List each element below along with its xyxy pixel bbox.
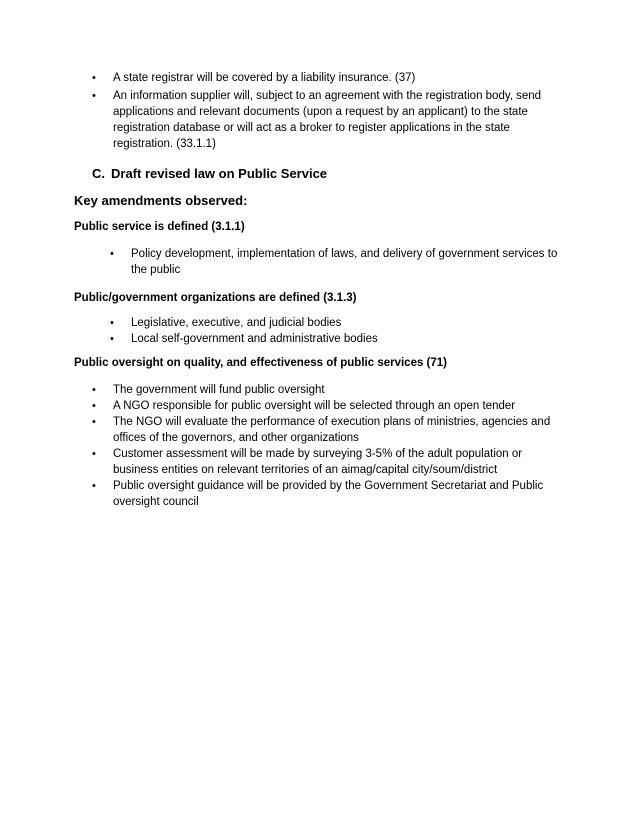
section-title: Draft revised law on Public Service xyxy=(111,166,328,181)
list-item: • Public oversight guidance will be provided by the Government Secretariat and Public oversight council xyxy=(92,480,544,508)
bullet-icon: • xyxy=(92,72,96,84)
organizations-heading: Public/government organizations are defined (3.1.3) xyxy=(74,292,357,304)
public-service-list xyxy=(110,246,571,278)
bullet-icon: • xyxy=(110,317,114,329)
list-item: • A NGO responsible for public oversight will be selected through an open tender xyxy=(92,400,516,412)
bullet-icon: • xyxy=(92,384,96,396)
bullet-icon: • xyxy=(92,416,96,428)
public-service-heading: Public service is defined (3.1.1) xyxy=(74,221,245,233)
list-item: • Legislative, executive, and judicial bodies xyxy=(110,317,342,329)
list-item: • The government will fund public oversight xyxy=(92,384,325,396)
bullet-icon: • xyxy=(110,248,114,260)
section-c-heading xyxy=(92,165,327,183)
list-item: • Policy development, implementation of laws, and delivery of government services to the public xyxy=(110,248,558,276)
section-letter: C. xyxy=(92,166,105,181)
list-item: • The NGO will evaluate the performance of execution plans of ministries, agencies and offices of the governors, and other organizations xyxy=(92,416,551,444)
bullet-icon: • xyxy=(110,333,114,345)
list-item: • A state registrar will be covered by a liability insurance. (37) xyxy=(92,72,416,84)
organizations-list xyxy=(110,315,571,347)
oversight-heading: Public oversight on quality, and effectiveness of public services (71) xyxy=(74,357,448,369)
bullet-icon: • xyxy=(92,480,96,492)
bullet-icon: • xyxy=(92,400,96,412)
list-item: • Local self-government and administrative bodies xyxy=(110,333,378,345)
key-amendments-heading: Key amendments observed: xyxy=(74,193,248,208)
intro-bullet-list xyxy=(92,70,553,154)
bullet-icon: • xyxy=(92,448,96,460)
list-item: • Customer assessment will be made by surveying 3-5% of the adult population or business entities on relevant territories of an aimag/capital city/soum/district xyxy=(92,448,523,476)
bullet-icon: • xyxy=(92,90,96,102)
oversight-list xyxy=(92,382,563,510)
list-item: • An information supplier will, subject to an agreement with the registration body, send applications and relevant documents (upon a request by an applicant) to the state registration database or will act as a broker to register applications in the state registration. (33.1.1) xyxy=(92,90,542,150)
